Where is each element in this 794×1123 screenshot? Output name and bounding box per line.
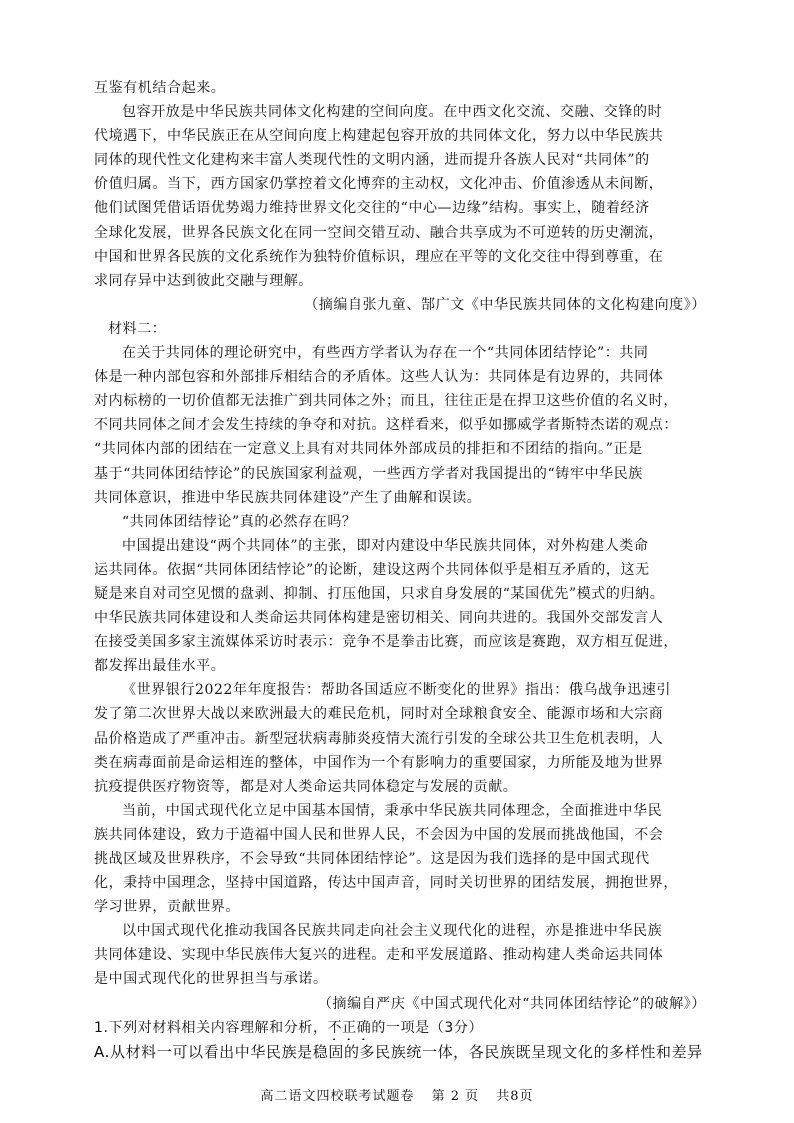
text-line: 包容开放是中华民族共同体文化构建的空间向度。在中西文化交流、交融、交锋的时 — [122, 104, 663, 121]
text-line: 对内标榜的一切价值都无法推广到共同体之外；而且，往往正是在捍卫这些价值的名义时， — [94, 393, 678, 410]
text-line: 中国提出建设“两个共同体”的主张，即对内建设中华民族共同体，对外构建人类命 — [122, 537, 649, 554]
question-emphasis: 不正确 — [327, 1019, 372, 1036]
text-line: 不同共同体之间才会发生持续的争夺和对抗。这样看来，似乎如挪威学者斯特杰诺的观点： — [94, 417, 678, 434]
text-line: 都发挥出最佳水平。 — [94, 658, 226, 675]
page-total: 共8页 — [496, 1089, 534, 1104]
text-line: 共同体建设、实现中华民族伟大复兴的进程。走和平发展道路、推动构建人类命运共同体 — [94, 947, 664, 964]
text-line: 类在病毒面前是命运相连的整体，中国作为一个有影响力的重要国家，力所能及地为世界 — [94, 754, 664, 771]
text-line: 求同存异中达到彼此交融与理解。 — [94, 272, 313, 289]
exam-title: 高二语文四校联考试题卷 — [260, 1089, 415, 1104]
section-heading: 材料二： — [108, 320, 167, 337]
text-line: 以中国式现代化推动我国各民族共同走向社会主义现代化的进程，亦是推进中华民族 — [122, 923, 663, 940]
text-line: 是中国式现代化的世界担当与承诺。 — [94, 971, 328, 988]
text-line: 价值归属。当下，西方国家仍掌控着文化博弈的主动权，文化冲击、价值渗透从未间断， — [94, 176, 664, 193]
page-footer — [0, 1085, 794, 1104]
option-a: A.从材料一可以看出中华民族是稳固的多民族统一体，各民族既呈现文化的多样性和差异 — [94, 1042, 703, 1061]
text-line: 中国和世界各民族的文化系统作为独特价值标识，理应在平等的文化交往中得到尊重，在 — [94, 248, 664, 265]
page-number: 第 2 页 — [431, 1089, 480, 1104]
text-line: “共同体内部的团结在一定意义上具有对共同体外部成员的排拒和不团结的指向。”正是 — [94, 441, 643, 458]
text-line: 族共同体建设，致力于造福中国人民和世界人民，不会因为中国的发展而挑战他国，不会 — [94, 826, 664, 843]
text-line: 学习世界，贡献世界。 — [94, 899, 240, 916]
text-line: 代境遇下，中华民族正在从空间向度上构建起包容开放的共同体文化，努力以中华民族共 — [94, 128, 664, 145]
text-line: 在关于共同体的理论研究中，有些西方学者认为存在一个“共同体团结悖论”：共同 — [122, 345, 649, 362]
text-line: 共同体意识，推进中华民族共同体建设”产生了曲解和误读。 — [94, 489, 482, 506]
text-line: 互鉴有机结合起来。 — [94, 80, 226, 96]
source-citation: （摘编自张九童、郜广文《中华民族共同体的文化构建向度》） — [304, 296, 706, 313]
text-line: 疑是来自对司空见惯的盘剥、抑制、打压他国，只求自身发展的“某国优先”模式的归納。 — [94, 585, 665, 602]
text-line: 《世界银行2022年年度报告：帮助各国适应不断变化的世界》指出：俄乌战争迅速引 — [122, 682, 672, 699]
text-line: 抗疫提供医疗物资等，都是对人类命运共同体稳定与发展的贡献。 — [94, 778, 518, 795]
text-line: 挑战区域及世界秩序，不会导致“共同体团结悖论”。这是因为我们选择的是中国式现代 — [94, 851, 650, 867]
text-line: 他们试图凭借话语优势竭力维持世界文化交往的“中心—边缘”结构。事实上，随着经济 — [94, 200, 650, 217]
text-line: 全球化发展，世界各民族文化在同一空间交错互动、融合共享成为不可逆转的历史潮流， — [94, 224, 664, 241]
question-prefix: 1.下列对材料相关内容理解和分析， — [94, 1019, 328, 1036]
source-citation: （摘编自严庆《中国式现代化对“共同体团结悖论”的破解》） — [317, 995, 706, 1012]
text-line: 当前，中国式现代化立足中国基本国情，秉承中华民族共同体理念，全面推进中华民 — [122, 802, 663, 819]
text-line: 化，秉持中国理念，坚持中国道路，传达中国声音，同时关切世界的团结发展，拥抱世界， — [94, 875, 678, 892]
text-line: 发了第二次世界大战以来欧洲最大的难民危机，同时对全球粮食安全、能源市场和大宗商 — [94, 706, 664, 723]
question-suffix: 的一项是（3分） — [371, 1019, 484, 1036]
text-line: “共同体团结悖论”真的必然存在吗？ — [122, 513, 357, 530]
text-line: 中华民族共同体建设和人类命运共同体构建是密切相关、同向共进的。我国外交部发言人 — [94, 610, 664, 627]
text-line: 品价格造成了严重冲击。新型冠状病毒肺炎疫情大流行引发的全球公共卫生危机表明，人 — [94, 730, 664, 747]
passage — [94, 76, 706, 1064]
text-line: 同体的现代性文化建构来丰富人类现代性的文明内涵，进而提升各族人民对“共同体”的 — [94, 152, 650, 169]
text-line: 运共同体。依据“共同体团结悖论”的论断，建设这两个共同体似乎是相互矛盾的，这无 — [94, 561, 650, 578]
text-line: 在接受美国多家主流媒体采访时表示：竞争不是拳击比赛，而应该是赛跑，双方相互促进， — [94, 634, 678, 651]
text-line: 体是一种内部包容和外部排斥相结合的矛盾体。这些人认为：共同体是有边界的，共同体 — [94, 369, 664, 386]
question-stem — [94, 1016, 706, 1040]
text-line: 基于“共同体团结悖论”的民族国家利益观，一些西方学者对我国提出的“铸牢中华民族 — [94, 465, 643, 482]
